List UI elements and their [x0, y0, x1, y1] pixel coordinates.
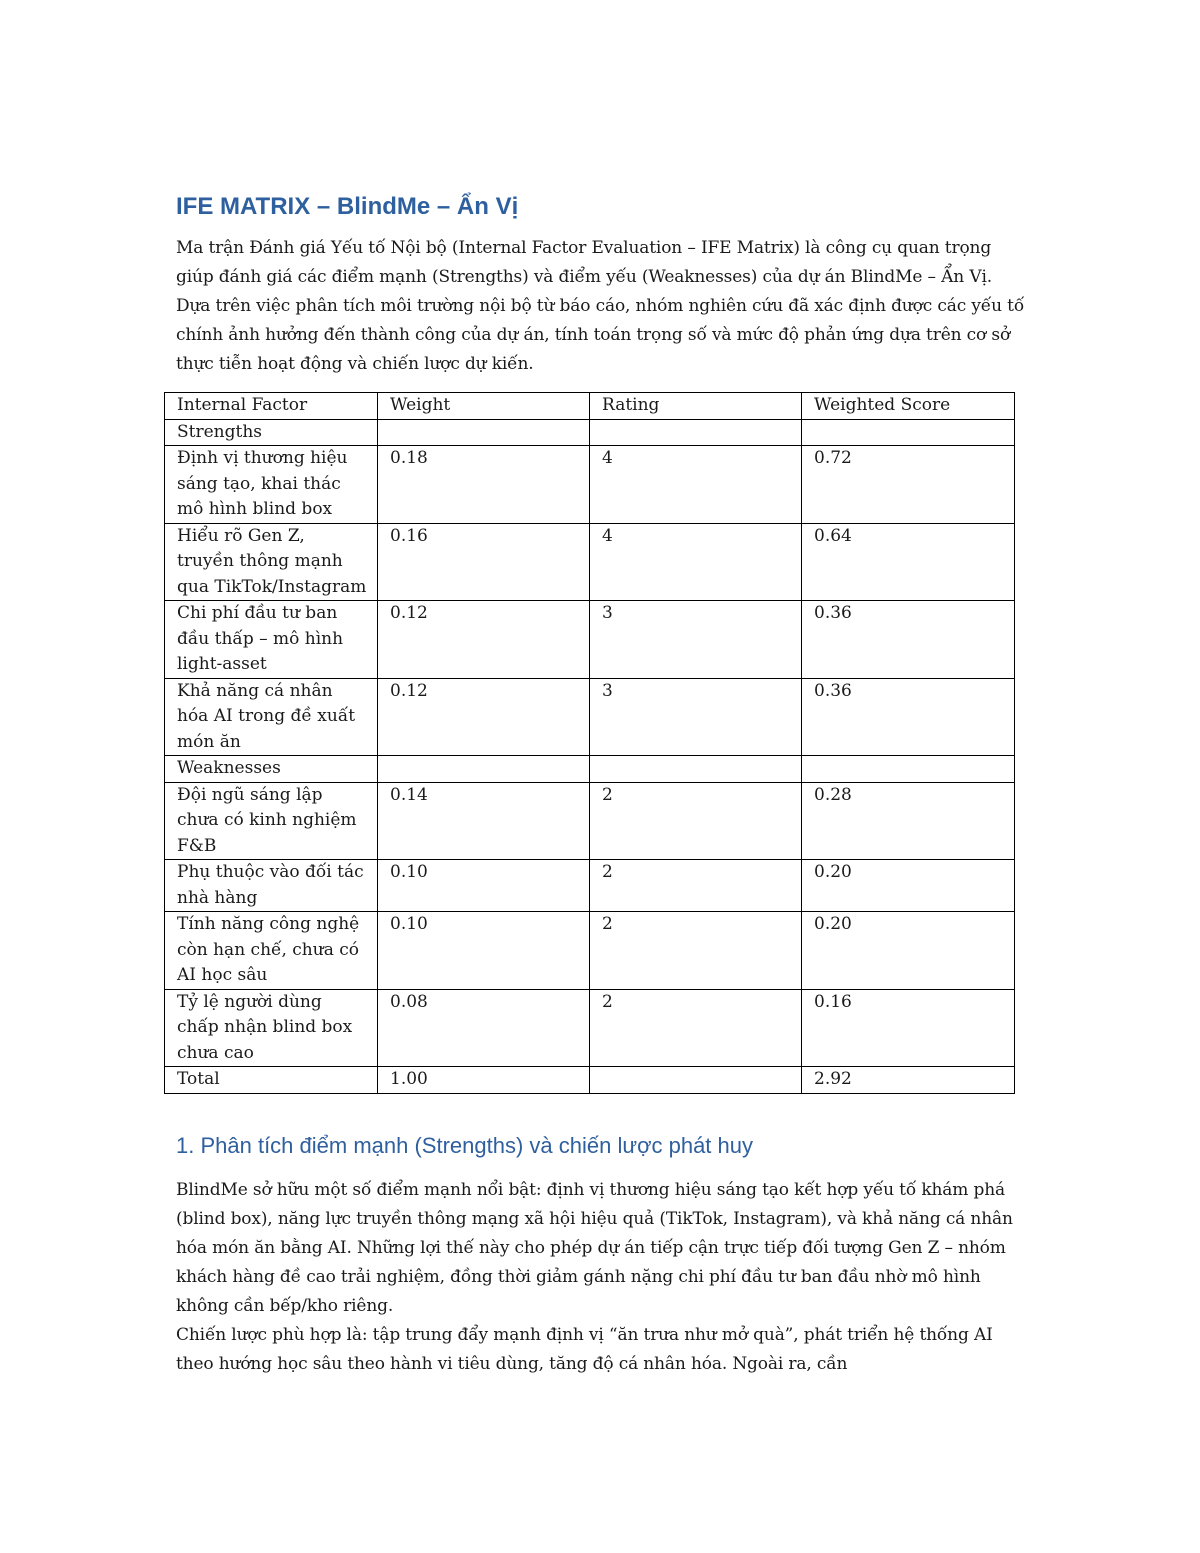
weight-cell: 0.10	[378, 912, 590, 990]
rating-cell: 3	[590, 678, 802, 756]
table-row	[165, 678, 1015, 756]
table-row	[165, 523, 1015, 601]
score-cell: 0.28	[802, 782, 1015, 860]
section-paragraph: BlindMe sở hữu một số điểm mạnh nổi bật: định vị thương hiệu sáng tạo kết hợp yếu tố khám phá (blind box), năng lực truyền thông mạng xã hội hiệu quả (TikTok, Instagram), và khả năng cá nhân hóa món ăn bằng AI. Những lợi thế này cho phép dự án tiếp cận trực tiếp đối tượng Gen Z – nhóm khách hàng đề cao trải nghiệm, đồng thời giảm gánh nặng chi phí đầu tư ban đầu nhờ mô hình không cần bếp/kho riêng.	[176, 1180, 1013, 1316]
score-cell: 0.72	[802, 446, 1015, 524]
ife-matrix-table	[164, 392, 1015, 1094]
document-title: IFE MATRIX – BlindMe – Ẩn Vị	[176, 193, 519, 220]
table-row	[165, 989, 1015, 1067]
rating-cell: 2	[590, 860, 802, 912]
weight-cell: 0.12	[378, 678, 590, 756]
score-cell: 0.20	[802, 912, 1015, 990]
weight-cell: 0.14	[378, 782, 590, 860]
rating-cell: 2	[590, 782, 802, 860]
rating-cell: 2	[590, 912, 802, 990]
factor-cell: Tỷ lệ người dùng chấp nhận blind box chưa cao	[165, 989, 378, 1067]
weight-cell: 0.08	[378, 989, 590, 1067]
rating-cell	[590, 1067, 802, 1094]
header-internal-factor: Internal Factor	[165, 393, 378, 420]
score-cell: 2.92	[802, 1067, 1015, 1094]
section-heading: 1. Phân tích điểm mạnh (Strengths) và chiến lược phát huy	[176, 1133, 754, 1158]
header-weighted-score: Weighted Score	[802, 393, 1015, 420]
rating-cell	[590, 419, 802, 446]
header-weight: Weight	[378, 393, 590, 420]
weight-cell: 0.18	[378, 446, 590, 524]
rating-cell: 4	[590, 446, 802, 524]
table-row	[165, 860, 1015, 912]
score-cell: 0.20	[802, 860, 1015, 912]
table-row	[165, 601, 1015, 679]
factor-cell: Hiểu rõ Gen Z, truyền thông mạnh qua TikTok/Instagram	[165, 523, 378, 601]
score-cell: 0.36	[802, 678, 1015, 756]
factor-cell: Định vị thương hiệu sáng tạo, khai thác mô hình blind box	[165, 446, 378, 524]
section-paragraph: Chiến lược phù hợp là: tập trung đẩy mạnh định vị “ăn trưa như mở quà”, phát triển hệ thống AI theo hướng học sâu theo hành vi tiêu dùng, tăng độ cá nhân hóa. Ngoài ra, cần	[176, 1325, 993, 1374]
score-cell: 0.36	[802, 601, 1015, 679]
factor-cell: Khả năng cá nhân hóa AI trong đề xuất món ăn	[165, 678, 378, 756]
factor-cell: Phụ thuộc vào đối tác nhà hàng	[165, 860, 378, 912]
weight-cell: 0.12	[378, 601, 590, 679]
weight-cell: 1.00	[378, 1067, 590, 1094]
table-total-row	[165, 1067, 1015, 1094]
table-row	[165, 756, 1015, 783]
score-cell: 0.64	[802, 523, 1015, 601]
table-header-row	[165, 393, 1015, 420]
weight-cell: 0.10	[378, 860, 590, 912]
strengths-section	[176, 1128, 1028, 1379]
factor-cell: Weaknesses	[165, 756, 378, 783]
factor-cell: Chi phí đầu tư ban đầu thấp – mô hình light-asset	[165, 601, 378, 679]
weight-cell	[378, 419, 590, 446]
table-row	[165, 419, 1015, 446]
table-row	[165, 912, 1015, 990]
score-cell	[802, 419, 1015, 446]
rating-cell: 2	[590, 989, 802, 1067]
factor-cell: Total	[165, 1067, 378, 1094]
header-rating: Rating	[590, 393, 802, 420]
rating-cell: 3	[590, 601, 802, 679]
score-cell: 0.16	[802, 989, 1015, 1067]
intro-block	[176, 190, 1028, 379]
rating-cell	[590, 756, 802, 783]
score-cell	[802, 756, 1015, 783]
weight-cell	[378, 756, 590, 783]
table-row	[165, 446, 1015, 524]
intro-paragraph: Ma trận Đánh giá Yếu tố Nội bộ (Internal Factor Evaluation – IFE Matrix) là công cụ quan trọng giúp đánh giá các điểm mạnh (Strengths) và điểm yếu (Weaknesses) của dự án BlindMe – Ẩn Vị. Dựa trên việc phân tích môi trường nội bộ từ báo cáo, nhóm nghiên cứu đã xác định được các yếu tố chính ảnh hưởng đến thành công của dự án, tính toán trọng số và mức độ phản ứng dựa trên cơ sở thực tiễn hoạt động và chiến lược dự kiến.	[176, 238, 1025, 374]
factor-cell: Strengths	[165, 419, 378, 446]
table-row	[165, 782, 1015, 860]
weight-cell: 0.16	[378, 523, 590, 601]
rating-cell: 4	[590, 523, 802, 601]
factor-cell: Đội ngũ sáng lập chưa có kinh nghiệm F&B	[165, 782, 378, 860]
factor-cell: Tính năng công nghệ còn hạn chế, chưa có AI học sâu	[165, 912, 378, 990]
